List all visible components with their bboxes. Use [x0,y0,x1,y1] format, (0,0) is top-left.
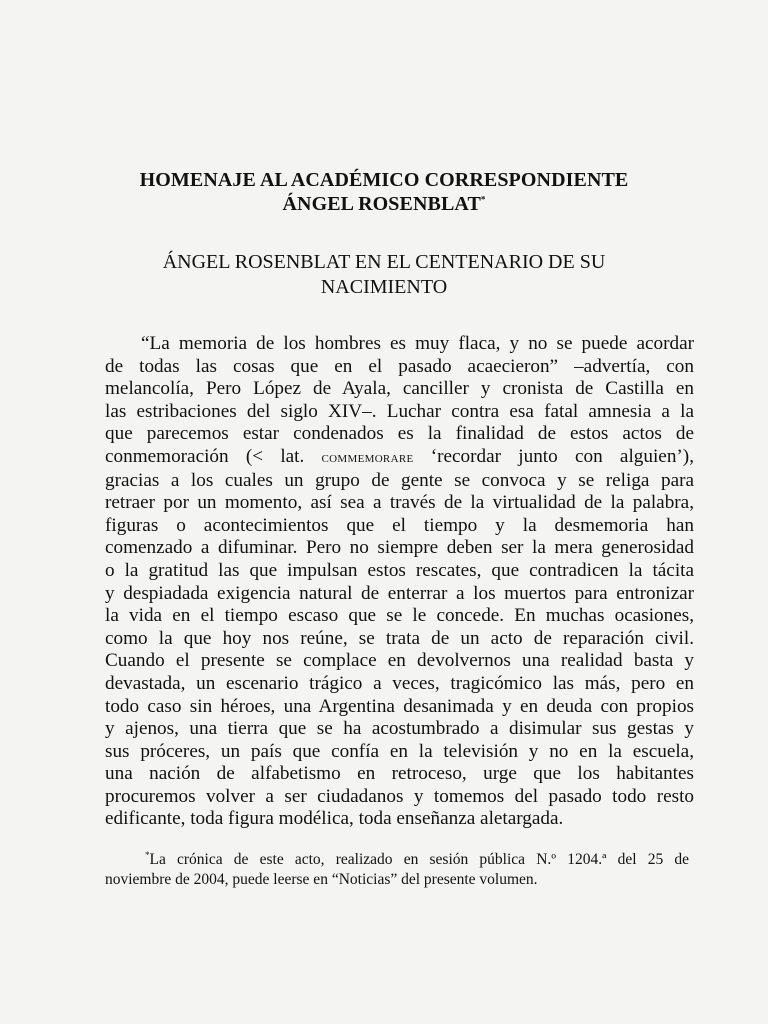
body-line-text: conmemoración (< lat. [105,445,322,467]
body-line: retraer por un momento, así sea a través de la virtualidad de la palabra, [105,492,694,514]
body-line: y despiadada exigencia natural de enterrar a los muertos para entronizar [105,582,694,604]
body-line: o la gratitud las que impulsan estos rescates, que contradicen la tácita [105,559,694,581]
section-heading [0,250,768,300]
title-line-2 [0,192,768,216]
footnote-mark: * [145,849,150,860]
body-line: como la que hoy nos reúne, se trata de un acto de reparación civil. [105,627,694,649]
heading-line-2: NACIMIENTO [320,276,448,298]
body-line: de todas las cosas que en el pasado acaecieron” –advertía, con [105,355,694,377]
body-paragraph [105,333,694,831]
latin-term: commemorare [321,449,414,466]
body-line: figuras o acontecimientos que el tiempo y la desmemoria han [105,514,694,536]
footnote-marker: * [480,194,486,205]
body-line: “La memoria de los hombres es muy flaca, y no se puede acordar [141,333,694,354]
body-line: y ajenos, una tierra que se ha acostumbrado a disimular sus gestas y [105,718,694,740]
heading-line-1: ÁNGEL ROSENBLAT EN EL CENTENARIO DE SU [162,251,606,273]
title-line-1: HOMENAJE AL ACADÉMICO CORRESPONDIENTE [139,169,629,191]
body-line: edificante, toda figura modélica, toda enseñanza aletargada. [105,808,564,830]
body-line: todo caso sin héroes, una Argentina desanimada y en deuda con propios [105,695,694,717]
body-line: sus próceres, un país que confía en la televisión y no en la escuela, [105,740,694,762]
page-title [0,168,768,216]
body-line: las estribaciones del siglo XIV–. Luchar contra esa fatal amnesia a la [105,400,694,422]
body-line: que parecemos estar condenados es la finalidad de estos actos de [105,423,694,445]
body-line: Cuando el presente se complace en devolvernos una realidad basta y [105,650,694,672]
body-line: procuremos volver a ser ciudadanos y tomemos del pasado todo resto [105,785,694,807]
body-line: gracias a los cuales un grupo de gente se convoca y se religa para [105,469,694,491]
body-line: una nación de alfabetismo en retroceso, urge que los habitantes [105,763,694,785]
footnote-line-1 [105,850,689,870]
body-line: la vida en el tiempo escaso que se le concede. En muchas ocasiones, [105,605,694,627]
footnote [105,850,689,890]
body-line: devastada, un escenario trágico a veces, tragicómico las más, pero en [105,672,694,694]
body-line: comenzado a difuminar. Pero no siempre deben ser la mera generosidad [105,537,694,559]
title-name: ÁNGEL ROSENBLAT [282,193,481,215]
body-line-text: ‘recordar junto con alguien’), [413,445,694,467]
footnote-text-1: La crónica de este acto, realizado en sesión pública N.º 1204.ª del 25 de [149,851,689,868]
body-line: melancolía, Pero López de Ayala, canciller y cronista de Castilla en [105,378,694,400]
footnote-line-2: noviembre de 2004, puede leerse en “Noticias” del presente volumen. [105,871,538,888]
body-line [105,446,694,470]
